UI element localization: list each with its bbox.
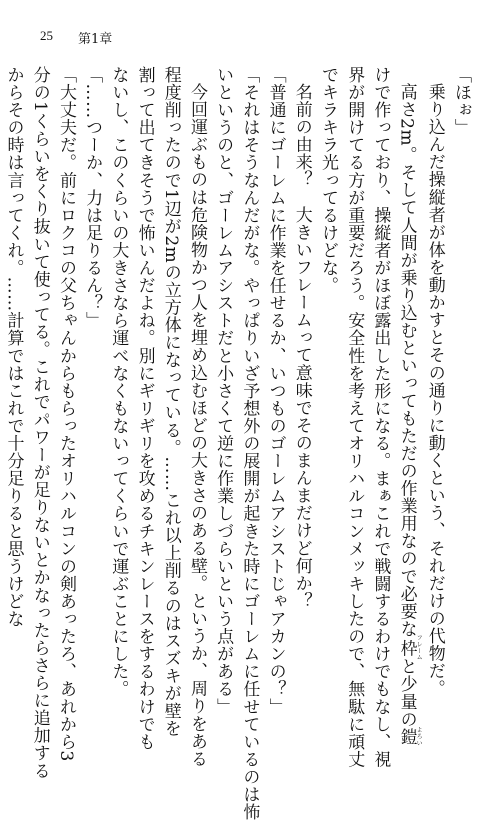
text-line-11: 今回運ぶものは危険物かつ人を埋め込むほどの大きさのある壁。というか、周りをある: [186, 83, 207, 768]
text-line-3: [393, 66, 423, 747]
text-line-6: でキラキラ光ってるけどな。: [317, 66, 338, 295]
text-line-14: ないし、このくらいの大きさなら運べなくもないってくらいで運ぶことにした。: [108, 66, 129, 698]
text-line-8: 「普通にゴーレムに作業を任せるか、いつものゴーレムアシストじゃアカンの？」: [265, 66, 286, 716]
text-line-1: 「ほぉ」: [451, 66, 471, 137]
text-line-3-main: 高さ2m。そして人間が乗り込むといってもただの作業用なので必要な: [396, 83, 417, 638]
ruby-steel-base: 鎧: [396, 726, 417, 747]
text-line-13: 割って出てきそうで怖いんだよね。別にギリギリを攻めるチキンレースをするわけでも: [134, 66, 155, 751]
text-line-18: からその時は言ってくれ。……計算ではこれで十分足りると思うけどな: [3, 66, 24, 628]
text-line-7: 名前の由来？ 大きいフレームって意味でそのまんまだけど何か？: [291, 83, 312, 610]
text-line-16: 「大丈夫だ。前にロクコの父ちゃんからもらったオリハルコンの剣あったろ、あれから3: [55, 66, 76, 762]
page-number: 25: [40, 28, 53, 43]
ruby-frame-base: 枠: [396, 634, 417, 661]
body-text: [3, 66, 474, 821]
ruby-frame: [396, 634, 423, 661]
chapter-title: 第1章: [78, 32, 113, 47]
text-line-17: 分の1くらいをくり抜いて使ってる。これでパワーが足りないとかなったらさらに追加する: [29, 66, 50, 780]
text-line-3-tail: と少量の: [396, 657, 417, 728]
text-line-12: 程度削ったので1辺が2mの立方体になっている。……これ以上削るのはスズキが壁を: [160, 66, 181, 738]
text-line-15: 「……つーか、力は足りるん？」: [82, 66, 103, 330]
ruby-steel: [396, 726, 423, 747]
text-line-4: けで作っており、操縦者がほぼ露出した形になる。まぁこれで戦闘するわけでもなし、視: [370, 66, 391, 768]
text-line-2: 乗り込んだ操縦者が体を動かすとその通りに動くという、それだけの代物だ。: [424, 83, 445, 698]
text-line-10: いというのと、ゴーレムアシストだと小さくて逆に作業しづらいという点がある」: [213, 66, 234, 716]
ruby-frame-reading: フレーム: [415, 634, 423, 661]
text-line-5: 界が開けてる方が重要だろう。安全性を考えてオリハルコンメッキしたので、無駄に頑丈: [344, 66, 365, 768]
text-line-9: 「それはそうなんだがな。やっぱりいざ予想外の展開が起きた時にゴーレムに任せているのは怖: [239, 66, 260, 821]
ruby-steel-reading: よろい: [415, 726, 423, 747]
